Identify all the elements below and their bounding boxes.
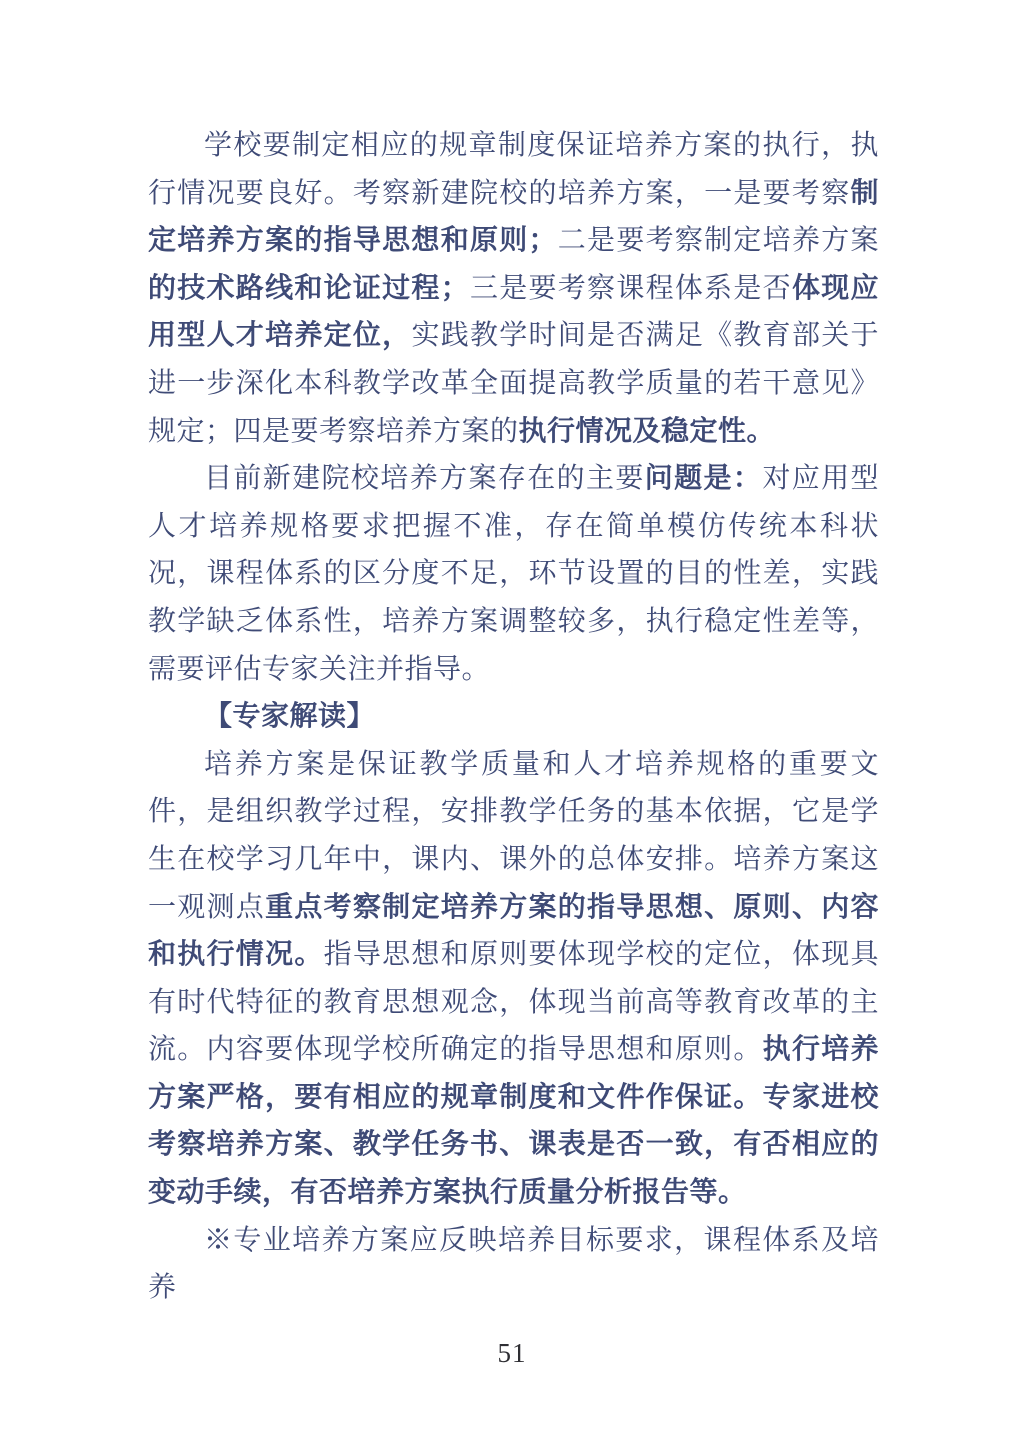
text-run: 培养方案是保证教学质量和人才培养规格的重要文件，是组织教学过程，安排教学任务的基本依据，它是学生在校学习几年中，课内、课外的总体安排。培养方案这一观测点 bbox=[148, 748, 879, 923]
text-run: 对应用型人才培养规格要求把握不准，存在简单模仿传统本科状况，课程体系的区分度不足，环节设置的目的性差，实践教学缺乏体系性，培养方案调整较多，执行稳定性差等，需要评估专家关注并指导。 bbox=[148, 463, 879, 685]
text-run: 目前新建院校培养方案存在的主要 bbox=[204, 463, 645, 495]
bold-text-run: 【专家解读】 bbox=[204, 701, 376, 733]
bold-text-run: 执行情况及稳定性。 bbox=[518, 415, 776, 447]
text-run: 学校要制定相应的规章制度保证培养方案的执行，执行情况要良好。考察新建院校的培养方案，一是要考察 bbox=[148, 130, 879, 209]
bold-text-run: 问题是： bbox=[644, 463, 763, 495]
paragraph-4 bbox=[148, 1217, 879, 1312]
bold-text-run: 体现应用型人才培养定位， bbox=[148, 272, 879, 352]
bold-text-run: 制定培养方案的指导思想和原则； bbox=[148, 177, 879, 257]
paragraph-2 bbox=[148, 455, 879, 693]
text-run: 三是要考察课程体系是否 bbox=[469, 272, 792, 304]
paragraph-1 bbox=[148, 122, 879, 455]
text-run: ※专业培养方案应反映培养目标要求，课程体系及培养 bbox=[148, 1224, 879, 1304]
text-run: 指导思想和原则要体现学校的定位，体现具有时代特征的教育思想观念，体现当前高等教育改革的主流。内容要体现学校所确定的指导思想和原则。 bbox=[148, 939, 879, 1066]
bold-text-run: 执行培养方案严格，要有相应的规章制度和文件作保证。专家进校考察培养方案、教学任务书、课表是否一致，有否相应的变动手续，有否培养方案执行质量分析报告等。 bbox=[148, 1034, 879, 1209]
page-number: 51 bbox=[497, 1338, 527, 1368]
paragraph-3 bbox=[148, 741, 879, 1217]
document-text bbox=[148, 122, 879, 1312]
bold-text-run: 重点考察制定培养方案的指导思想、原则、内容和执行情况。 bbox=[148, 891, 879, 971]
section-heading-expert-interpretation bbox=[148, 693, 879, 741]
bold-text-run: 的技术路线和论证过程； bbox=[148, 272, 470, 304]
text-run: 二是要考察制定培养方案 bbox=[557, 225, 879, 257]
text-run: 实践教学时间是否满足《教育部关于进一步深化本科教学改革全面提高教学质量的若干意见》规定；四是要考察培养方案的 bbox=[148, 320, 879, 447]
